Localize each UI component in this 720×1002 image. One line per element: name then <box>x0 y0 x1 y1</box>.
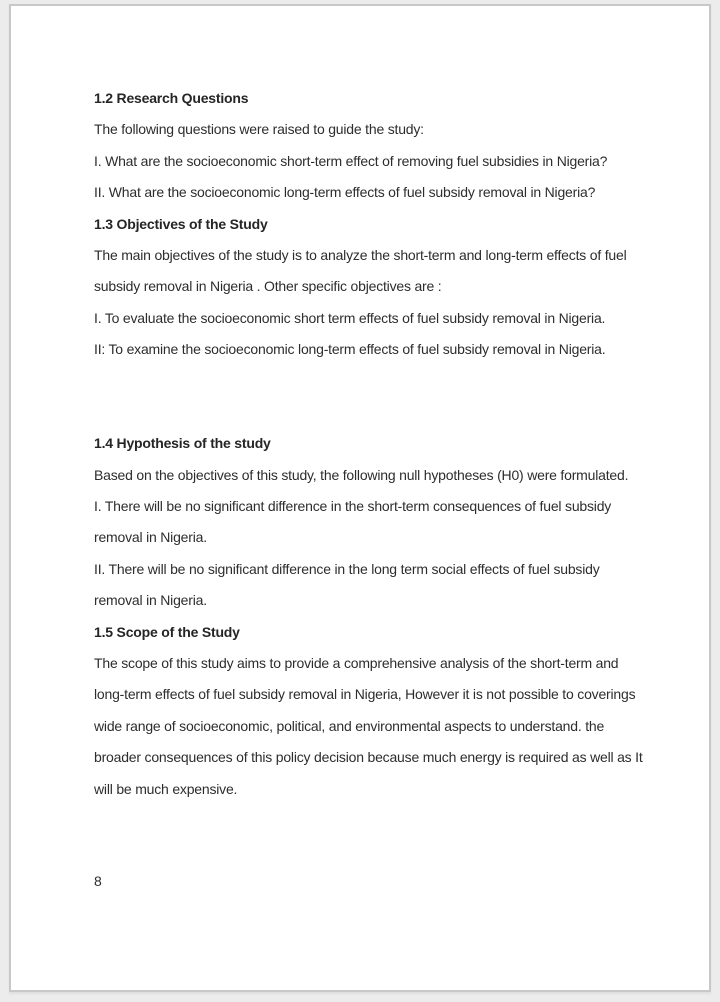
text-line: Based on the objectives of this study, the following null hypotheses (H0) were formulated. <box>94 466 629 483</box>
text-line: II. What are the socioeconomic long-term effects of fuel subsidy removal in Nigeria? <box>94 184 596 201</box>
text-line: I. To evaluate the socioeconomic short term effects of fuel subsidy removal in Nigeria. <box>94 309 606 326</box>
heading-scope: 1.5 Scope of the Study <box>94 623 240 640</box>
heading-objectives: 1.3 Objectives of the Study <box>94 215 268 232</box>
text-line: will be much expensive. <box>94 780 238 797</box>
text-line: subsidy removal in Nigeria . Other specific objectives are : <box>94 278 442 295</box>
document-body <box>94 83 689 805</box>
heading-hypothesis: 1.4 Hypothesis of the study <box>94 435 271 452</box>
text-line: I. What are the socioeconomic short-term effect of removing fuel subsidies in Nigeria? <box>94 152 608 169</box>
text-line: The scope of this study aims to provide a comprehensive analysis of the short-term and <box>94 655 619 672</box>
text-line: II. There will be no significant difference in the long term social effects of fuel subsidy <box>94 560 600 577</box>
heading-research-questions: 1.2 Research Questions <box>94 90 249 106</box>
blank-line <box>94 366 689 397</box>
text-line: I. There will be no significant difference in the short-term consequences of fuel subsidy <box>94 498 612 515</box>
text-line: The main objectives of the study is to analyze the short-term and long-term effects of fuel <box>94 246 627 263</box>
text-line: removal in Nigeria. <box>94 592 207 609</box>
document-page <box>9 4 711 992</box>
text-line: broader consequences of this policy decision because much energy is required as well as It <box>94 749 643 766</box>
text-line: removal in Nigeria. <box>94 529 207 546</box>
text-line: The following questions were raised to guide the study: <box>94 121 424 138</box>
text-line: wide range of socioeconomic, political, and environmental aspects to understand. the <box>94 717 605 734</box>
blank-line <box>94 397 689 428</box>
text-line: long-term effects of fuel subsidy removal in Nigeria, However it is not possible to coverings <box>94 686 636 703</box>
page-number: 8 <box>94 873 102 889</box>
text-line: II: To examine the socioeconomic long-term effects of fuel subsidy removal in Nigeria. <box>94 341 606 358</box>
